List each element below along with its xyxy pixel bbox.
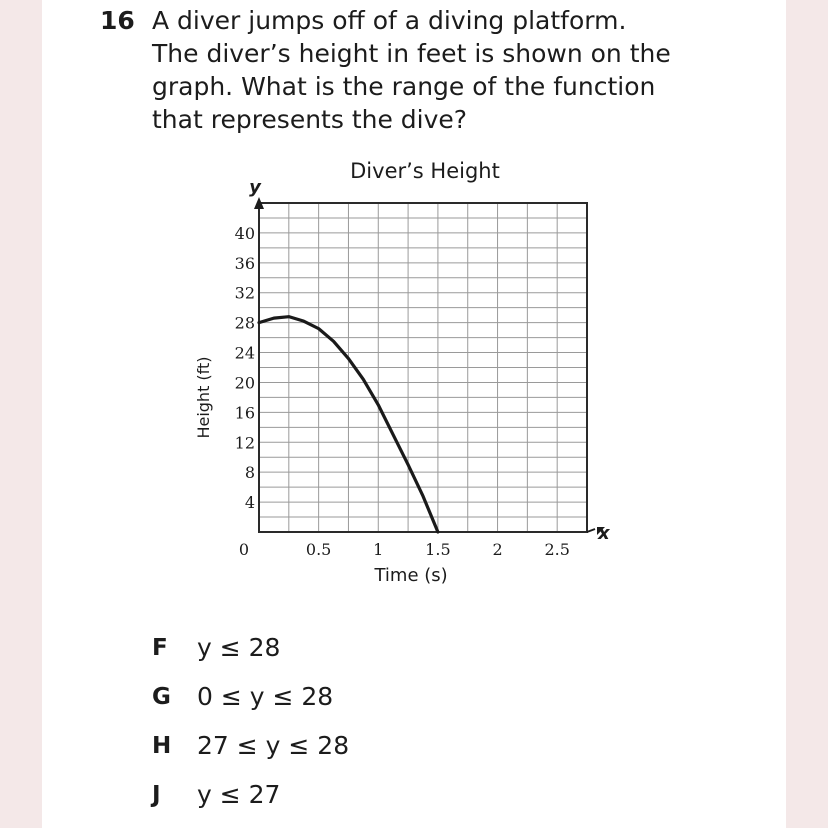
- y-axis-title: Height (ft): [194, 356, 213, 439]
- y-tick-label: 16: [234, 403, 255, 423]
- x-tick-label: 2: [492, 540, 503, 559]
- x-tick-label: 0.5: [305, 540, 332, 559]
- x-axis-title: Time (s): [374, 565, 448, 586]
- choice-text-h: 27 ≤ y ≤ 28: [197, 731, 350, 760]
- y-tick-label: 28: [234, 313, 255, 333]
- choice-text-j: y ≤ 27: [197, 780, 281, 809]
- x-tick-label: 1.5: [425, 540, 451, 559]
- y-tick-label: 24: [234, 343, 255, 363]
- question-line-1: A diver jumps off of a diving platform.: [152, 6, 627, 35]
- x-axis-extension: [587, 529, 595, 532]
- y-tick-label: 20: [234, 373, 255, 393]
- choice-letter-h: H: [152, 733, 172, 759]
- choice-text-f: y ≤ 28: [197, 633, 281, 662]
- y-tick-label: 12: [234, 433, 255, 453]
- choice-letter-f: F: [152, 635, 168, 661]
- y-tick-label: 40: [234, 223, 255, 243]
- x-tick-label: 1: [373, 540, 384, 559]
- y-tick-label: 32: [234, 283, 255, 303]
- question-line-3: graph. What is the range of the function: [152, 72, 656, 101]
- choice-text-g: 0 ≤ y ≤ 28: [197, 682, 334, 711]
- y-tick-label: 4: [244, 493, 255, 513]
- x-axis-letter: x: [598, 523, 610, 544]
- chart-title: Diver’s Height: [350, 159, 500, 183]
- choice-letter-g: G: [152, 684, 171, 710]
- x-tick-label: 2.5: [544, 540, 570, 559]
- origin-label: 0: [238, 540, 250, 559]
- question-line-2: The diver’s height in feet is shown on the: [152, 39, 671, 68]
- question-number: 16: [100, 6, 135, 35]
- y-tick-label: 36: [234, 253, 255, 273]
- y-tick-label: 8: [244, 463, 255, 483]
- y-axis-letter: y: [249, 177, 261, 198]
- question-line-4: that represents the dive?: [152, 105, 468, 134]
- choice-letter-j: J: [152, 782, 161, 808]
